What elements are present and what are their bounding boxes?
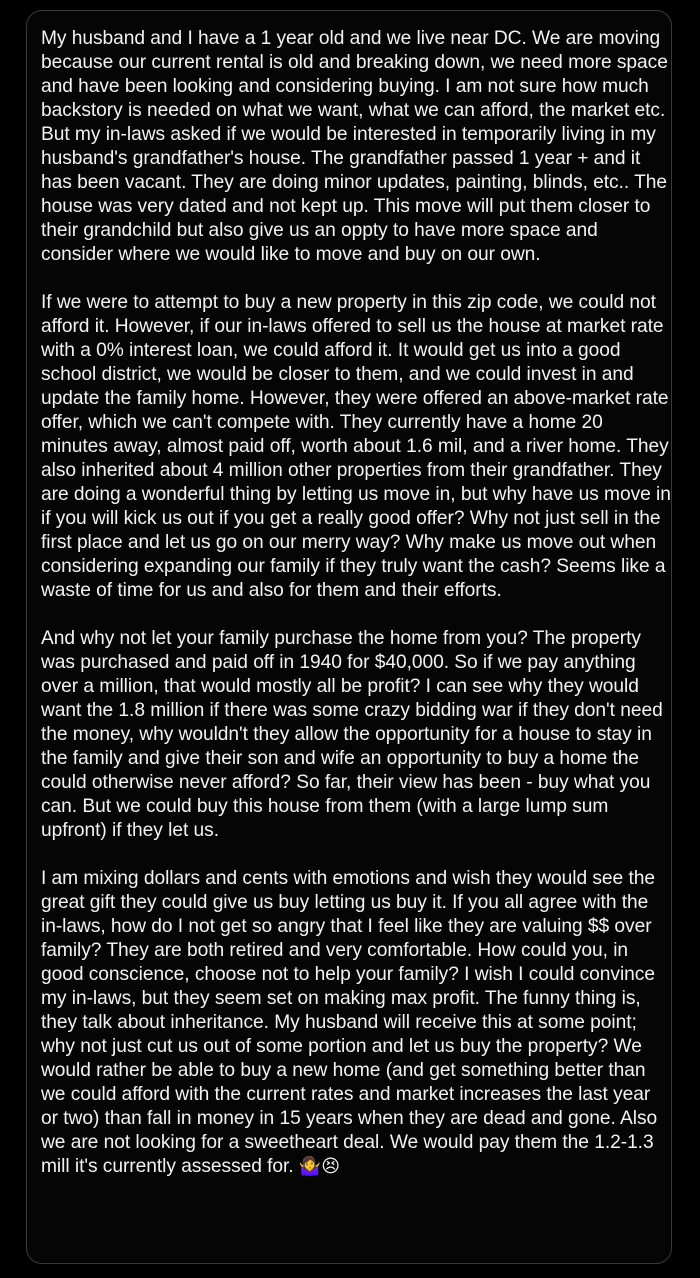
- post-paragraph-2: If we were to attempt to buy a new property in this zip code, we could not afford it. However, if our in-laws offered to sell us the house at market rate with a 0% interest loan, we could afford it. It would get us into a good school district, we would be closer to them, and we could invest in and update the family home. However, they were offered an above-market rate offer, which we can't compete with. They currently have a home 20 minutes away, almost paid off, worth about 1.6 mil, and a river home. They also inherited about 4 million other properties from their grandfather. They are doing a wonderful thing by letting us move in, but why have us move in if you will kick us out if you get a really good offer? Why not just sell in the first place and let us go on our merry way? Why make us move out when considering expanding our family if they truly want the cash? Seems like a waste of time for us and also for them and their efforts.: [41, 292, 671, 601]
- post-paragraph-4: [41, 867, 671, 1179]
- post-body: [41, 27, 671, 1179]
- post-card: [26, 10, 672, 1264]
- shrug-frustrated-emoji-icon: 🤷‍♀️😣: [298, 1156, 340, 1177]
- post-paragraph-3: And why not let your family purchase the home from you? The property was purchased and paid off in 1940 for $40,000. So if we pay anything over a million, that would mostly all be profit? I can see why they would want the 1.8 million if there was some crazy bidding war if they don't need the money, why wouldn't they allow the opportunity for a house to stay in the family and give their son and wife an opportunity to buy a home the could otherwise never afford? So far, their view has been - buy what you can. But we could buy this house from them (with a large lump sum upfront) if they let us.: [41, 628, 663, 841]
- post-paragraph-4-text: I am mixing dollars and cents with emotions and wish they would see the great gift they could give us buy letting us buy it. If you all agree with the in-laws, how do I not get so angry that I feel like they are valuing $$ over family? They are both retired and very comfortable. How could you, in good conscience, choose not to help your family? I wish I could convince my in-laws, but they seem set on making max profit. The funny thing is, they talk about inheritance. My husband will receive this at some point; why not just cut us out of some portion and let us buy the property? We would rather be able to buy a new home (and get something better than we could afford with the current rates and market increases the last year or two) than fall in money in 15 years when they are dead and gone. Also we are not looking for a sweetheart deal. We would pay them the 1.2-1.3 mill it's currently assessed for.: [41, 868, 658, 1177]
- post-paragraph-1: My husband and I have a 1 year old and we live near DC. We are moving because our current rental is old and breaking down, we need more space and have been looking and considering buying. I am not sure how much backstory is needed on what we want, what we can afford, the market etc. But my in-laws asked if we would be interested in temporarily living in my husband's grandfather's house. The grandfather passed 1 year + and it has been vacant. They are doing minor updates, painting, blinds, etc.. The house was very dated and not kept up. This move will put them closer to their grandchild but also give us an oppty to have more space and consider where we would like to move and buy on our own.: [41, 28, 668, 265]
